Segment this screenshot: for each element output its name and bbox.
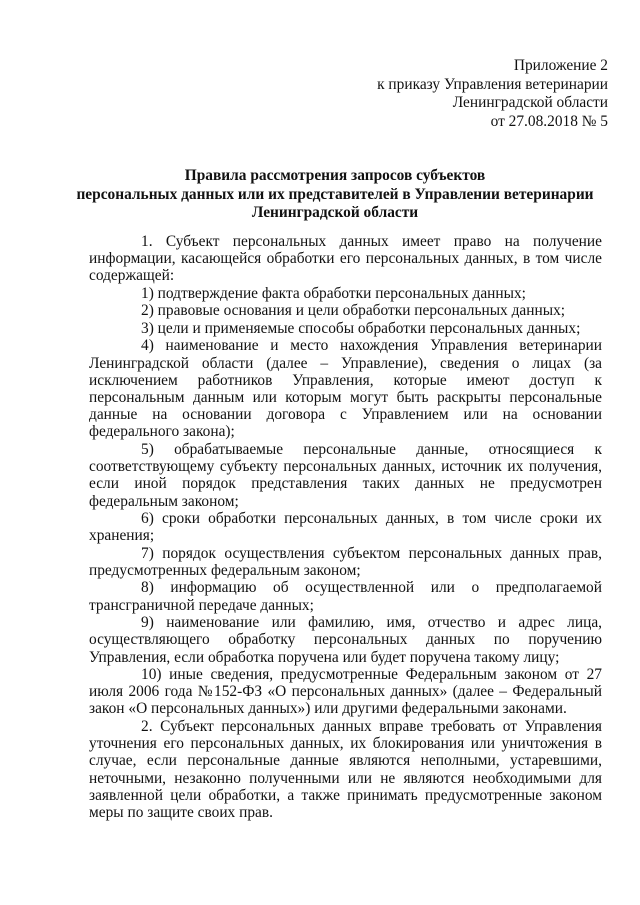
paragraph-2: 2. Субъект персональных данных вправе требовать от Управления уточнения его персональных данных, их блокирования или уничтожения в случае, если персональные данные являются неполными, устаревшими, неточными, незаконно полученными или не являются необходимыми для заявленной цели обработки, а также принимать предусмотренные законом меры по защите своих прав. bbox=[89, 717, 602, 821]
title-line-3: Ленинградской области bbox=[251, 204, 419, 222]
title-line-1: Правила рассмотрения запросов субъектов bbox=[184, 167, 486, 184]
document-title bbox=[60, 167, 610, 223]
paragraph-1: 1. Субъект персональных данных имеет право на получение информации, касающейся обработки его персональных данных, в том числе содержащей: bbox=[89, 233, 602, 285]
list-item-10: 10) иные сведения, предусмотренные Федеральным законом от 27 июля 2006 года №152-ФЗ «О персональных данных» (далее – Федеральный закон «О персональных данных») или другими федеральными законами. bbox=[89, 666, 602, 718]
list-item-2: 2) правовые основания и цели обработки персональных данных; bbox=[141, 302, 566, 320]
appendix-label: Приложение 2 bbox=[513, 57, 608, 74]
list-item-7: 7) порядок осуществления субъектом персональных данных прав, предусмотренных федеральным законом; bbox=[89, 544, 602, 579]
appendix-header bbox=[288, 57, 608, 131]
list-item-1: 1) подтверждение факта обработки персональных данных; bbox=[141, 284, 526, 302]
list-item-9: 9) наименование или фамилию, имя, отчество и адрес лица, осуществляющего обработку персональных данных по поручению Управления, если обработка поручена или будет поручена такому лицу; bbox=[89, 614, 602, 666]
list-item-6: 6) сроки обработки персональных данных, в том числе сроки их хранения; bbox=[89, 510, 602, 545]
appendix-order-date: от 27.08.2018 № 5 bbox=[490, 112, 608, 130]
list-item-8: 8) информацию об осуществленной или о предполагаемой трансграничной передаче данных; bbox=[89, 579, 602, 614]
list-item-4: 4) наименование и место нахождения Управления ветеринарии Ленинградской области (далее – Управление), сведения о лицах (за исключением работников Управления, которые имеют доступ к персональным данным или которым могут быть раскрыты персональные данные на основании договора с Управлением или на основании федерального закона); bbox=[89, 337, 602, 441]
list-item-5: 5) обрабатываемые персональные данные, относящиеся к соответствующему субъекту персональных данных, источник их получения, если иной порядок представления таких данных не предусмотрен федеральным законом; bbox=[89, 440, 602, 510]
appendix-order-reference: к приказу Управления ветеринарии bbox=[377, 75, 608, 93]
title-line-2: персональных данных или их представителей в Управлении ветеринарии bbox=[76, 185, 594, 203]
appendix-region: Ленинградской области bbox=[452, 94, 608, 111]
document-body bbox=[89, 233, 602, 821]
list-item-3: 3) цели и применяемые способы обработки персональных данных; bbox=[141, 319, 581, 337]
